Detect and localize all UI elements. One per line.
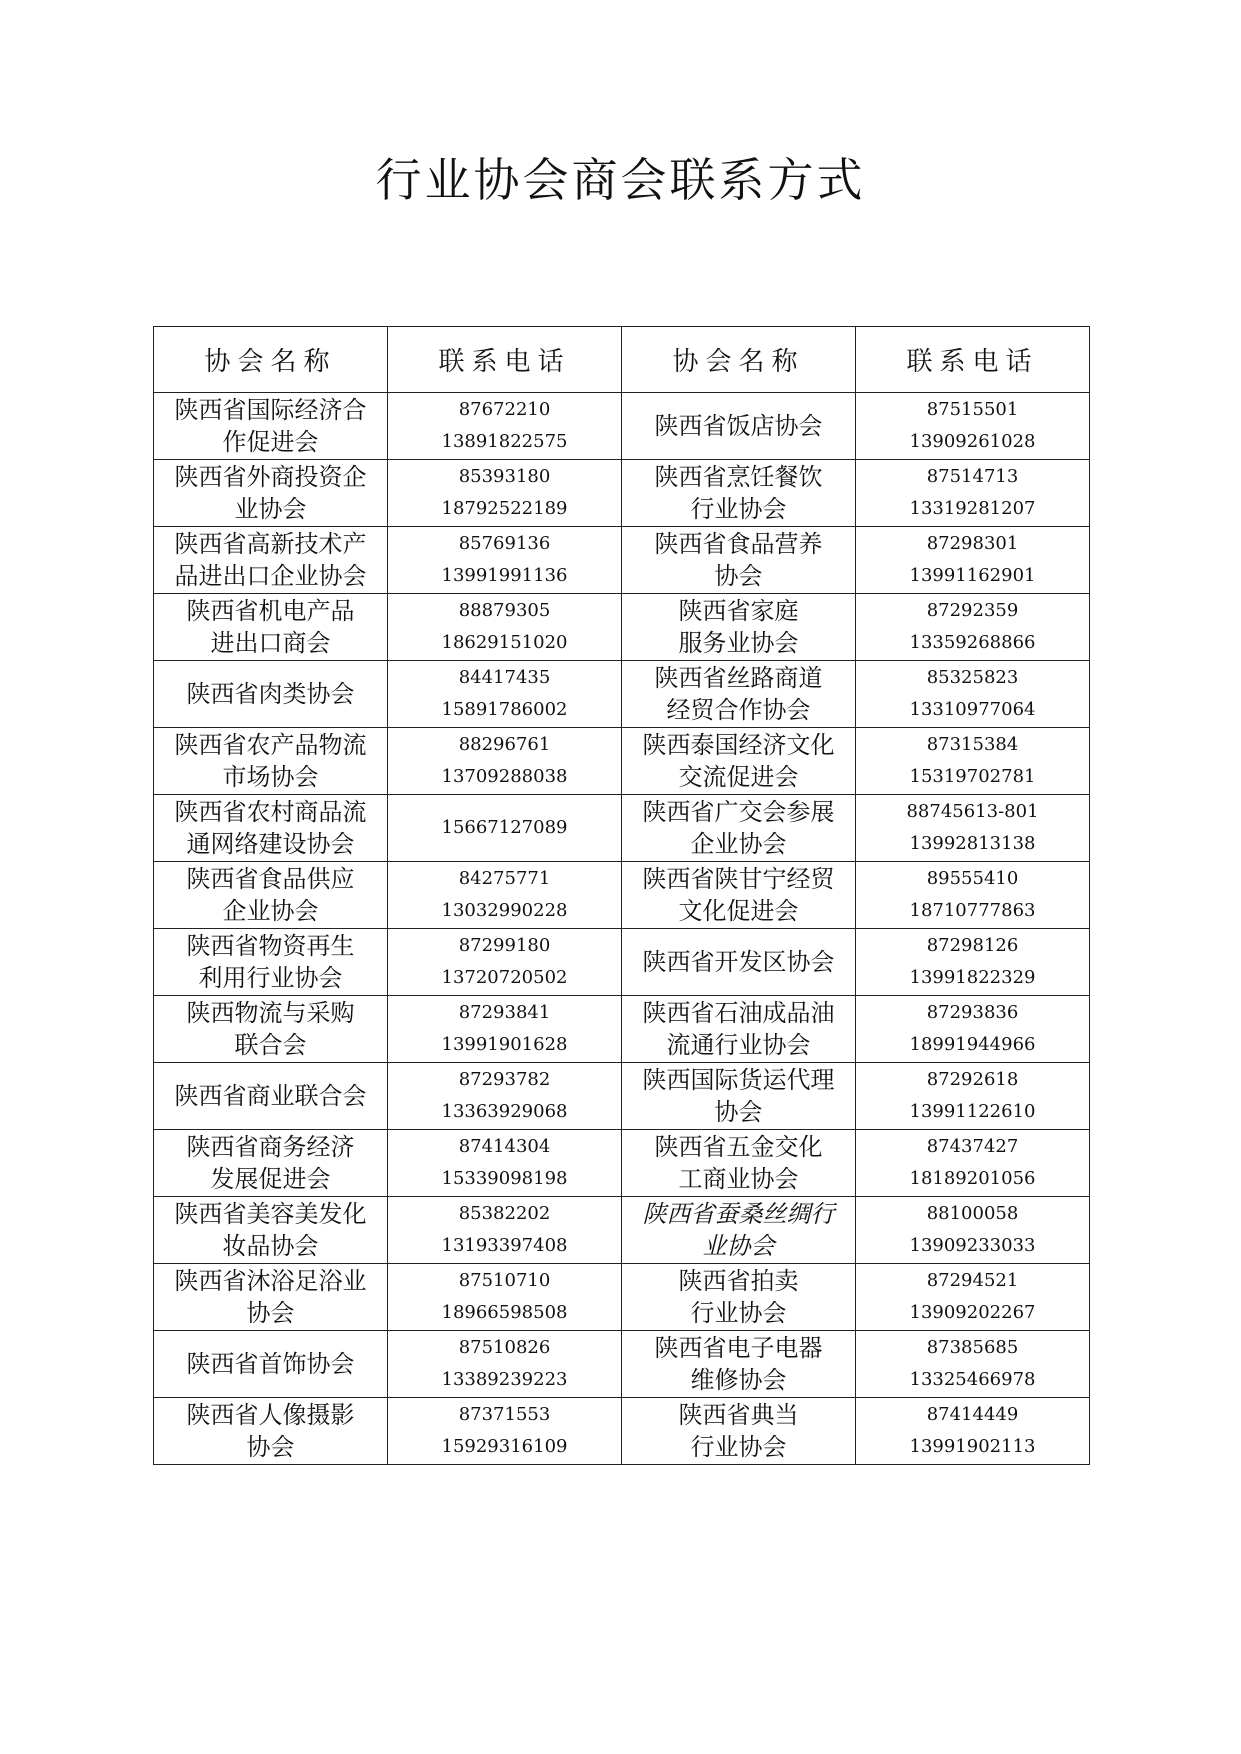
table-body (154, 393, 1090, 1465)
association-name-cell (154, 1130, 388, 1197)
phone-number: 13389239223 (441, 1369, 568, 1390)
association-name: 陕西省肉类协会 (186, 680, 355, 708)
association-name-cell (622, 527, 856, 594)
association-name: 陕西省食品营养 (654, 530, 823, 558)
table-row (154, 728, 1090, 795)
phone-number: 85325823 (926, 667, 1019, 688)
contact-phone-cell (856, 996, 1090, 1063)
association-name: 陕西省物资再生 (186, 932, 355, 960)
association-name: 业协会 (234, 495, 307, 523)
association-name: 业协会 (702, 1232, 775, 1260)
contact-phone-cell (388, 661, 622, 728)
association-name: 陕西省五金交化 (654, 1133, 823, 1161)
contact-phone-cell (856, 594, 1090, 661)
table-row (154, 393, 1090, 460)
phone-number: 13909202267 (909, 1302, 1036, 1323)
table-row (154, 1331, 1090, 1398)
phone-number: 18792522189 (441, 498, 568, 519)
association-name: 陕西省美容美发化 (174, 1200, 367, 1228)
phone-number: 87292618 (926, 1069, 1019, 1090)
contact-phone-cell (856, 393, 1090, 460)
association-name-cell (622, 1063, 856, 1130)
association-name: 协会 (246, 1433, 295, 1461)
phone-number: 13709288038 (441, 766, 568, 787)
contact-phone-cell (388, 1197, 622, 1264)
association-name-cell (154, 1197, 388, 1264)
association-name-cell (154, 795, 388, 862)
contact-phone-cell (388, 594, 622, 661)
phone-number: 15319702781 (909, 766, 1036, 787)
phone-number: 13032990228 (441, 900, 568, 921)
phone-number: 84275771 (458, 868, 551, 889)
association-name: 陕西物流与采购 (186, 999, 355, 1027)
contact-phone-cell (388, 527, 622, 594)
phone-number: 18991944966 (909, 1034, 1036, 1055)
contact-phone-cell (856, 1197, 1090, 1264)
contact-phone-cell (388, 460, 622, 527)
table-row (154, 527, 1090, 594)
association-name: 发展促进会 (210, 1165, 331, 1193)
contact-phone-cell (856, 460, 1090, 527)
association-name: 协会 (714, 1098, 763, 1126)
association-name: 陕西省饭店协会 (654, 412, 823, 440)
contact-phone-cell (856, 929, 1090, 996)
phone-number: 87385685 (926, 1337, 1019, 1358)
contact-phone-cell (856, 728, 1090, 795)
association-name: 陕西省烹饪餐饮 (654, 463, 823, 491)
table-row (154, 862, 1090, 929)
association-name-cell (154, 1331, 388, 1398)
association-name: 协会 (246, 1299, 295, 1327)
contact-phone-cell (388, 1063, 622, 1130)
association-name-cell (622, 795, 856, 862)
association-name: 陕西省广交会参展 (642, 798, 835, 826)
phone-number: 84417435 (458, 667, 551, 688)
association-name: 陕西省商业联合会 (174, 1082, 367, 1110)
association-name: 流通行业协会 (666, 1031, 811, 1059)
association-name-cell (622, 862, 856, 929)
phone-number: 18629151020 (441, 632, 568, 653)
association-name-cell (154, 661, 388, 728)
table-row (154, 460, 1090, 527)
association-name-cell (622, 1264, 856, 1331)
phone-number: 13909233033 (909, 1235, 1036, 1256)
table-row (154, 661, 1090, 728)
association-name: 陕西省典当 (678, 1401, 799, 1429)
association-name: 陕西省家庭 (678, 597, 799, 625)
page-title: 行业协会商会联系方式 (375, 153, 866, 207)
table-row (154, 996, 1090, 1063)
phone-number: 13363929068 (441, 1101, 568, 1122)
table-row (154, 1264, 1090, 1331)
association-name: 陕西省开发区协会 (642, 948, 835, 976)
association-name: 陕西省机电产品 (186, 597, 355, 625)
phone-number: 15891786002 (441, 699, 568, 720)
association-name-cell (622, 996, 856, 1063)
association-name-cell (622, 929, 856, 996)
phone-number: 87293841 (458, 1002, 551, 1023)
phone-number: 18966598508 (441, 1302, 568, 1323)
phone-number: 87293836 (926, 1002, 1019, 1023)
phone-number: 87414304 (458, 1136, 551, 1157)
association-name: 联合会 (234, 1031, 307, 1059)
contact-phone-cell (388, 728, 622, 795)
association-name-cell (154, 460, 388, 527)
contact-phone-cell (856, 1264, 1090, 1331)
table-row (154, 594, 1090, 661)
contact-phone-cell (856, 661, 1090, 728)
phone-number: 18189201056 (909, 1168, 1036, 1189)
contact-phone-cell (856, 1063, 1090, 1130)
phone-number: 15929316109 (441, 1436, 568, 1457)
phone-number: 13359268866 (909, 632, 1036, 653)
phone-number: 88745613-801 (906, 801, 1039, 822)
association-name: 陕西省国际经济合 (174, 396, 367, 424)
association-name: 企业协会 (690, 830, 787, 858)
association-name-cell (622, 1331, 856, 1398)
association-name-cell (154, 1063, 388, 1130)
phone-number: 13319281207 (909, 498, 1036, 519)
phone-number: 87299180 (458, 935, 551, 956)
association-name: 经贸合作协会 (666, 696, 811, 724)
association-name: 陕西省陕甘宁经贸 (642, 865, 835, 893)
phone-number: 18710777863 (909, 900, 1036, 921)
phone-number: 87292359 (926, 600, 1019, 621)
header-association-name: 协会名称 (622, 327, 856, 393)
phone-number: 87298301 (926, 533, 1019, 554)
phone-number: 85382202 (458, 1203, 551, 1224)
table-row (154, 1130, 1090, 1197)
contact-phone-cell (388, 1331, 622, 1398)
association-name: 陕西省商务经济 (186, 1133, 355, 1161)
contacts-table (153, 326, 1090, 1465)
contact-phone-cell (388, 1264, 622, 1331)
phone-number: 87293782 (458, 1069, 551, 1090)
association-name: 陕西国际货运代理 (642, 1066, 835, 1094)
association-name: 陕西泰国经济文化 (642, 731, 835, 759)
phone-number: 87514713 (926, 466, 1019, 487)
association-name-cell (622, 1130, 856, 1197)
association-name: 品进出口企业协会 (174, 562, 367, 590)
association-name-cell (622, 393, 856, 460)
association-name-cell (154, 393, 388, 460)
contact-phone-cell (856, 527, 1090, 594)
phone-number: 13310977064 (909, 699, 1036, 720)
contact-phone-cell (388, 393, 622, 460)
association-name: 交流促进会 (678, 763, 799, 791)
association-name: 陕西省人像摄影 (186, 1401, 355, 1429)
association-name-cell (154, 1264, 388, 1331)
phone-number: 87298126 (926, 935, 1019, 956)
phone-number: 13720720502 (441, 967, 568, 988)
phone-number: 88100058 (926, 1203, 1019, 1224)
association-name: 陕西省农产品物流 (174, 731, 367, 759)
phone-number: 13991162901 (909, 565, 1036, 586)
association-name: 作促进会 (222, 428, 319, 456)
association-name-cell (154, 728, 388, 795)
header-contact-phone: 联系电话 (388, 327, 622, 393)
association-name: 陕西省农村商品流 (174, 798, 367, 826)
association-name: 协会 (714, 562, 763, 590)
header-contact-phone: 联系电话 (856, 327, 1090, 393)
association-name: 进出口商会 (210, 629, 331, 657)
phone-number: 15667127089 (441, 817, 568, 838)
association-name: 陕西省首饰协会 (186, 1350, 355, 1378)
phone-number: 87414449 (926, 1404, 1019, 1425)
association-name: 维修协会 (690, 1366, 787, 1394)
phone-number: 87294521 (926, 1270, 1019, 1291)
association-name: 陕西省高新技术产 (174, 530, 367, 558)
association-name-cell (622, 594, 856, 661)
association-name: 妆品协会 (222, 1232, 319, 1260)
association-name: 文化促进会 (678, 897, 799, 925)
association-name: 行业协会 (690, 1299, 787, 1327)
table-row (154, 1398, 1090, 1465)
association-name: 工商业协会 (678, 1165, 799, 1193)
association-name: 陕西省拍卖 (678, 1267, 799, 1295)
phone-number: 13992813138 (909, 833, 1036, 854)
contact-phone-cell (856, 795, 1090, 862)
phone-number: 88296761 (458, 734, 551, 755)
association-name-cell (622, 728, 856, 795)
association-name: 行业协会 (690, 495, 787, 523)
phone-number: 87510710 (458, 1270, 551, 1291)
association-name: 陕西省丝路商道 (654, 664, 823, 692)
contact-phone-cell (856, 862, 1090, 929)
contact-phone-cell (388, 795, 622, 862)
association-name: 通网络建设协会 (186, 830, 355, 858)
phone-number: 15339098198 (441, 1168, 568, 1189)
contact-phone-cell (856, 1398, 1090, 1465)
association-name-cell (154, 527, 388, 594)
table-row (154, 795, 1090, 862)
association-name: 陕西省电子电器 (654, 1334, 823, 1362)
association-name-cell (154, 594, 388, 661)
association-name: 陕西省沐浴足浴业 (174, 1267, 367, 1295)
association-name: 陕西省蚕桑丝绸行 (642, 1200, 835, 1228)
phone-number: 87515501 (926, 399, 1019, 420)
association-name: 服务业协会 (678, 629, 799, 657)
phone-number: 13193397408 (441, 1235, 568, 1256)
table-row (154, 1197, 1090, 1264)
phone-number: 87510826 (458, 1337, 551, 1358)
association-name: 陕西省外商投资企 (174, 463, 367, 491)
phone-number: 87672210 (458, 399, 551, 420)
phone-number: 13891822575 (441, 431, 568, 452)
phone-number: 89555410 (926, 868, 1019, 889)
phone-number: 87315384 (926, 734, 1019, 755)
association-name-cell (622, 1398, 856, 1465)
table-row (154, 929, 1090, 996)
phone-number: 13991122610 (909, 1101, 1036, 1122)
phone-number: 13991991136 (441, 565, 568, 586)
association-name-cell (154, 996, 388, 1063)
contact-phone-cell (388, 1398, 622, 1465)
phone-number: 13991822329 (909, 967, 1036, 988)
association-name: 市场协会 (222, 763, 319, 791)
association-name: 行业协会 (690, 1433, 787, 1461)
phone-number: 13909261028 (909, 431, 1036, 452)
association-name: 陕西省石油成品油 (642, 999, 835, 1027)
association-name-cell (154, 929, 388, 996)
contact-phone-cell (388, 862, 622, 929)
association-name-cell (622, 661, 856, 728)
association-name-cell (154, 862, 388, 929)
association-name: 利用行业协会 (198, 964, 343, 992)
association-name-cell (622, 460, 856, 527)
contact-phone-cell (388, 1130, 622, 1197)
contact-phone-cell (388, 996, 622, 1063)
phone-number: 13991902113 (909, 1436, 1036, 1457)
phone-number: 87371553 (458, 1404, 551, 1425)
association-name-cell (154, 1398, 388, 1465)
association-name: 企业协会 (222, 897, 319, 925)
contact-phone-cell (856, 1331, 1090, 1398)
association-name: 陕西省食品供应 (186, 865, 355, 893)
header-association-name: 协会名称 (154, 327, 388, 393)
table-row (154, 1063, 1090, 1130)
header-row (154, 327, 1090, 393)
phone-number: 85769136 (458, 533, 551, 554)
association-name-cell (622, 1197, 856, 1264)
phone-number: 88879305 (458, 600, 551, 621)
contact-phone-cell (856, 1130, 1090, 1197)
phone-number: 13991901628 (441, 1034, 568, 1055)
phone-number: 85393180 (458, 466, 551, 487)
contact-phone-cell (388, 929, 622, 996)
phone-number: 87437427 (926, 1136, 1019, 1157)
phone-number: 13325466978 (909, 1369, 1036, 1390)
